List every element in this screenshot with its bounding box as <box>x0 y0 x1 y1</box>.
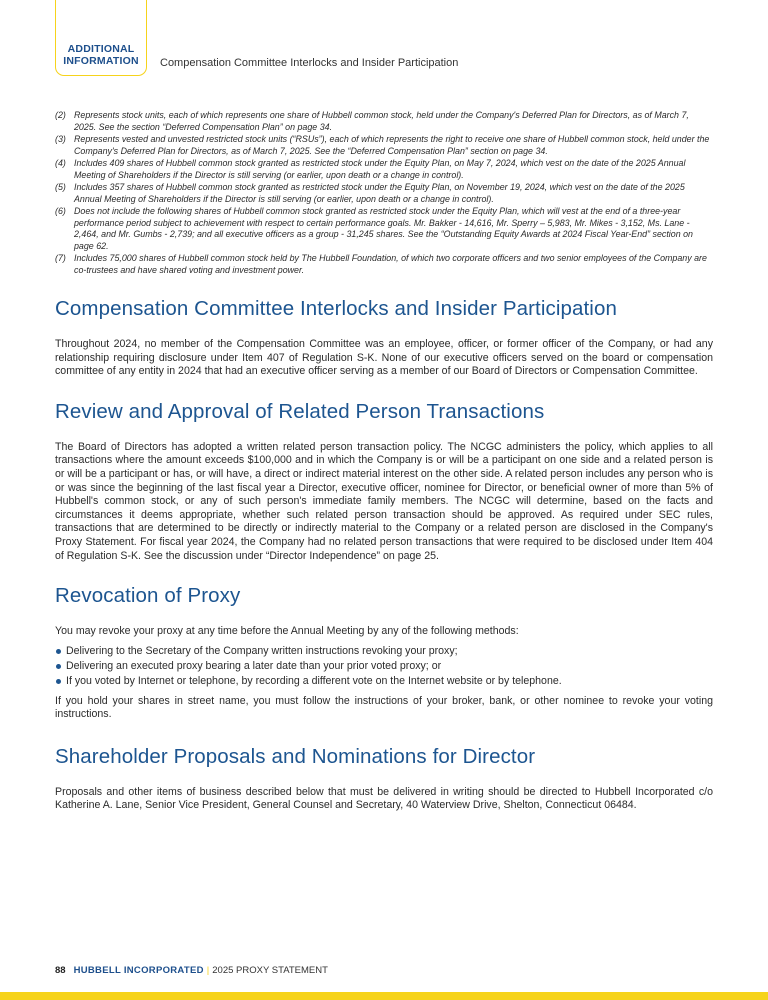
list-item: Delivering an executed proxy bearing a later date than your prior voted proxy; or <box>55 660 713 674</box>
bullet-icon <box>56 664 61 669</box>
interlocks-body: Throughout 2024, no member of the Compensation Committee was an employee, officer, or former officer of the Company, or had any relationship requiring disclosure under Item 407 of Regulation S-K. None of our executive officers served on the board or compensation committee of any entity in 2024 that had an executive officer serving as a member of our Board of Directors or Compensation Committee. <box>55 338 713 378</box>
footnote-number: (5) <box>55 182 66 192</box>
footnote <box>55 110 713 133</box>
footnote-text: Represents vested and unvested restricted stock units (“RSUs”), each of which represents the right to receive one share of Hubbell common stock, held under the Company's Deferred Plan for Directors, as of March 7, 2025. See the “Deferred Compensation Plan” section on page 34. <box>74 134 710 156</box>
footnote-text: Includes 357 shares of Hubbell common stock granted as restricted stock under the Equity Plan, on November 19, 2024, which vest on the date of the 2025 Annual Meeting of Shareholders if the Director is still serving (or earlier, upon death or a change in control). <box>74 182 685 204</box>
proposals-body: Proposals and other items of business described below that must be delivered in writing should be directed to Hubbell Incorporated c/o Katherine A. Lane, Senior Vice President, General Counsel and Secretary, 40 Waterview Drive, Shelton, Connecticut 06484. <box>55 785 713 812</box>
bottom-accent-bar <box>0 992 768 1000</box>
page-content <box>55 110 713 813</box>
page-number: 88 <box>55 965 66 976</box>
list-item: If you voted by Internet or telephone, by recording a different vote on the Internet website or by telephone. <box>55 675 713 689</box>
revocation-heading: Revocation of Proxy <box>55 584 241 608</box>
footnote <box>55 158 713 181</box>
footnote-text: Includes 409 shares of Hubbell common stock granted as restricted stock under the Equity Plan, on May 7, 2024, which vest on the date of the 2025 Annual Meeting of Shareholders if the Director is still serving (or earlier, upon death or a change in control). <box>74 158 686 180</box>
footnote <box>55 253 713 276</box>
section-tab <box>55 0 147 76</box>
section-tab-label: ADDITIONAL INFORMATION <box>63 43 139 67</box>
footer-separator: | <box>206 965 210 976</box>
proposals-heading: Shareholder Proposals and Nominations for Director <box>55 744 536 768</box>
footnote-number: (3) <box>55 134 66 144</box>
footnote-number: (6) <box>55 206 66 216</box>
footnote <box>55 182 713 205</box>
related-transactions-body: The Board of Directors has adopted a written related person transaction policy. The NCGC administers the policy, which applies to all transactions where the amount exceeds $100,000 and in which the Company is or will be a participant on one side and a related person is or will be a participant or has, or will have, a direct or indirect material interest on the other side. A related person includes any person who is or was since the beginning of the last fiscal year a Director, executive officer, nominee for Director, or beneficial owner of more than 5% of Hubbell's common stock, or any of such person's immediate family members. The NCGC will determine, based on the facts and circumstances it deems appropriate, whether such related person transaction should be approved. As required under SEC rules, transactions that are determined to be directly or indirectly material to the Company or a related person are disclosed in the Company's Proxy Statement. For fiscal year 2024, the Company had no related person transactions that were required to be disclosed under Item 404 of Regulation S-K. See the discussion under “Director Independence” on page 25. <box>55 440 713 562</box>
footnote-text: Includes 75,000 shares of Hubbell common stock held by The Hubbell Foundation, of which two corporate officers and two senior employees of the Company are co-trustees and have shared voting and investment power. <box>74 253 707 275</box>
running-header: Compensation Committee Interlocks and Insider Participation <box>160 57 459 69</box>
bullet-icon <box>56 649 61 654</box>
footnote-text: Does not include the following shares of Hubbell common stock granted as restricted stock under the Equity Plan, which will vest at the end of a three-year performance period subject to achievement with respect to certain performance goals. Mr. Bakker - 14,616, Mr. Sperry – 5,983, Mr. Mikes - 3,152, Ms. Lane - 2,464, and Mr. Gumbs - 2,739; and all executive officers as a group - 31,245 shares. See the “Outstanding Equity Awards at 2024 Fiscal Year-End” section on page 62. <box>74 206 693 251</box>
document-name: 2025 PROXY STATEMENT <box>212 965 328 976</box>
revocation-outro: If you hold your shares in street name, you must follow the instructions of your broker, bank, or other nominee to revoke your voting instructions. <box>55 694 713 721</box>
footnotes <box>55 110 713 276</box>
revocation-intro: You may revoke your proxy at any time before the Annual Meeting by any of the following methods: <box>55 625 519 638</box>
footnote-number: (4) <box>55 158 66 168</box>
page-footer <box>55 965 328 976</box>
interlocks-heading: Compensation Committee Interlocks and Insider Participation <box>55 297 617 320</box>
footnote-number: (7) <box>55 253 66 263</box>
related-transactions-heading: Review and Approval of Related Person Transactions <box>55 399 545 423</box>
list-item: Delivering to the Secretary of the Company written instructions revoking your proxy; <box>55 645 713 659</box>
footnote <box>55 134 713 157</box>
company-name: HUBBELL INCORPORATED <box>73 965 204 976</box>
bullet-icon <box>56 679 61 684</box>
footnote-number: (2) <box>55 110 66 120</box>
revocation-methods-list <box>55 645 713 689</box>
footnote-text: Represents stock units, each of which represents one share of Hubbell common stock, held under the Company's Deferred Plan for Directors, as of March 7, 2025. See the section “Deferred Compensation Plan” on page 34. <box>74 110 689 132</box>
footnote <box>55 206 713 252</box>
